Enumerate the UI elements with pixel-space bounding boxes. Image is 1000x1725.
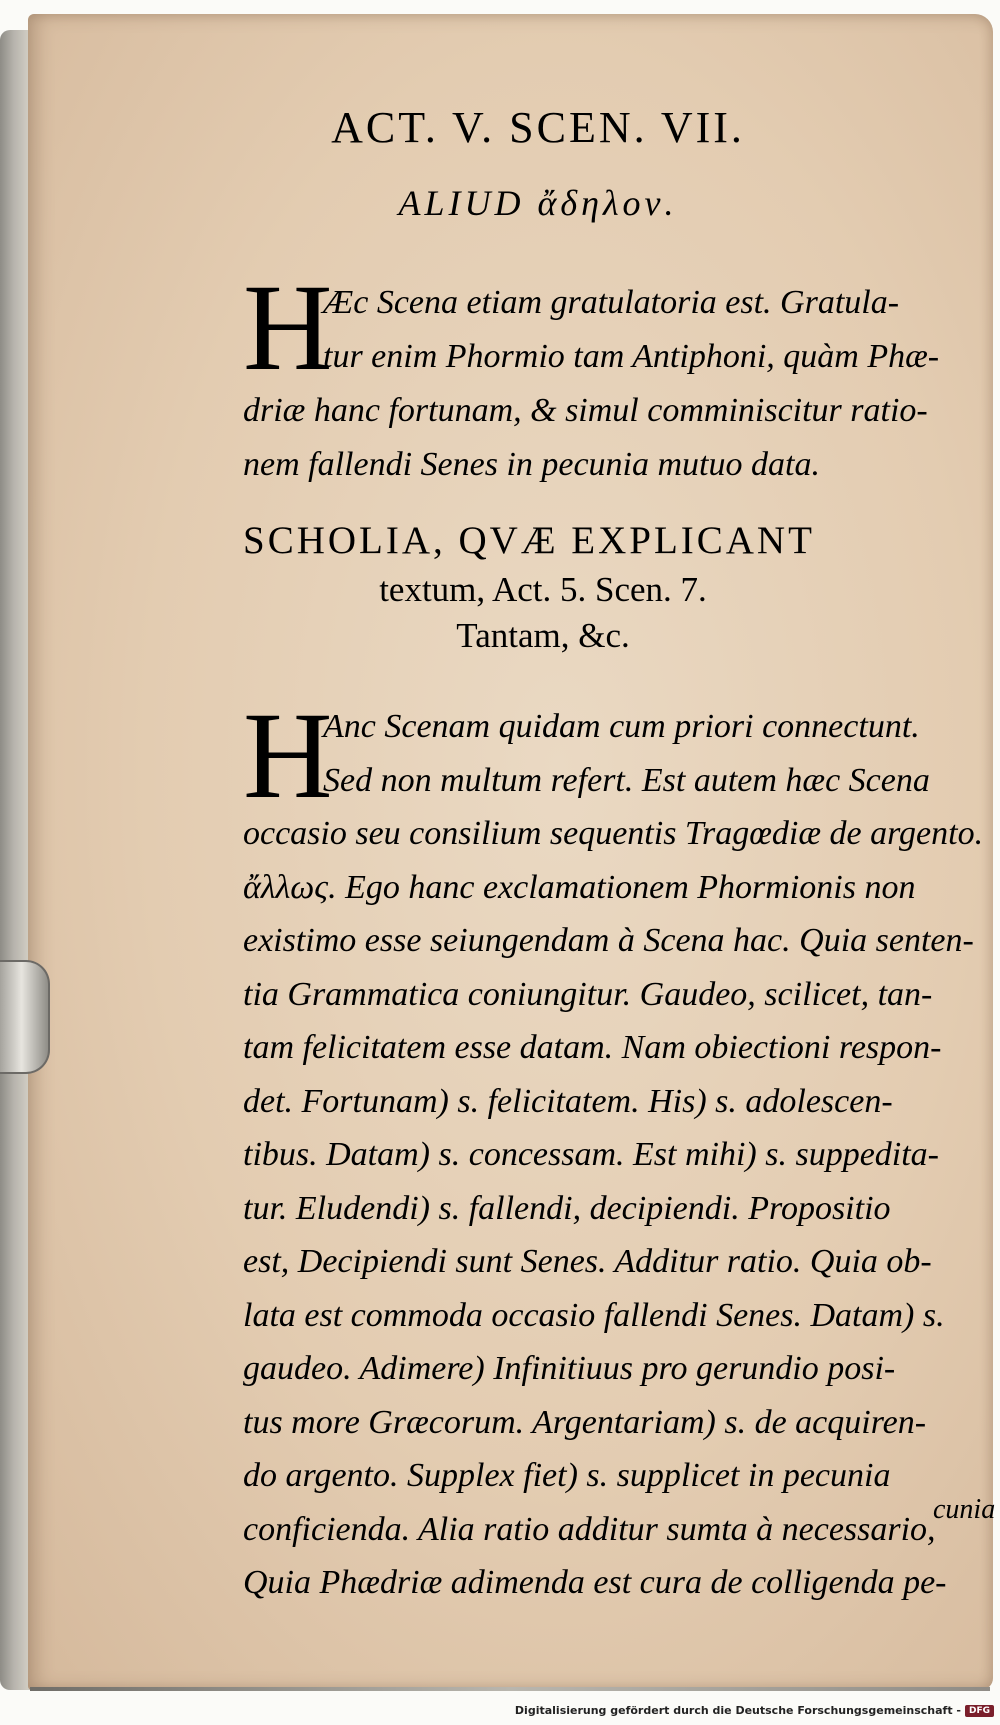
text-line: Æc Scena etiam gratulatoria est. Gratula- xyxy=(323,284,900,321)
text-line: tia Grammatica coniungitur. Gaudeo, scilicet, tan- xyxy=(243,975,933,1013)
text-line: Anc Scenam quidam cum priori connectunt. xyxy=(323,708,920,745)
text-line: tus more Græcorum. Argentariam) s. de acquiren- xyxy=(243,1403,927,1441)
catchword: cunia xyxy=(933,1494,996,1525)
digitization-credit xyxy=(515,1704,994,1717)
paragraph-argument xyxy=(243,259,993,492)
credit-text: Digitalisierung gefördert durch die Deutsche Forschungsgemeinschaft - xyxy=(514,1704,961,1717)
drop-capital-2: H xyxy=(243,687,333,824)
text-line: conficienda. Alia ratio additur sumta à necessario, xyxy=(243,1510,936,1548)
text-line: lata est commoda occasio fallendi Senes. Datam) s. xyxy=(243,1296,945,1334)
dfg-logo-badge: DFG xyxy=(965,1705,994,1717)
text-line: occasio seu consilium sequentis Tragœdiæ de argento. xyxy=(243,815,984,852)
scholia-lemma: Tantam, &c. xyxy=(456,616,630,655)
text-line: tur. Eludendi) s. fallendi, decipiendi. Propositio xyxy=(243,1189,891,1227)
drop-capital-1: H xyxy=(243,259,333,396)
text-line: Quia Phædriæ adimenda est cura de colligenda pe- xyxy=(243,1564,947,1601)
text-line: driæ hanc fortunam, & simul comminiscitur ratio- xyxy=(243,392,928,429)
text-line: det. Fortunam) s. felicitatem. His) s. adolescen- xyxy=(243,1082,893,1120)
paragraph-scholia xyxy=(243,687,996,1610)
text-line: nem fallendi Senes in pecunia mutuo data. xyxy=(243,446,820,483)
text-line: tibus. Datam) s. concessam. Est mihi) s. suppedita- xyxy=(243,1136,940,1173)
text-line: ἄλλως. Ego hanc exclamationem Phormionis non xyxy=(243,868,916,906)
text-line: Sed non multum refert. Est autem hæc Scena xyxy=(323,761,930,799)
scholia-subheading: textum, Act. 5. Scen. 7. xyxy=(379,570,707,609)
text-line: est, Decipiendi sunt Senes. Additur ratio. Quia ob- xyxy=(243,1243,932,1280)
running-head: ACT. V. SCEN. VII. xyxy=(331,103,745,152)
text-line: tam felicitatem esse datam. Nam obiectioni respon- xyxy=(243,1029,942,1066)
text-line: existimo esse seiungendam à Scena hac. Quia senten- xyxy=(243,922,974,959)
page-clip xyxy=(0,960,50,1074)
scholia-heading: SCHOLIA, QVÆ EXPLICANT xyxy=(243,519,815,562)
section-subhead: ALIUD ἄδηλον. xyxy=(398,183,678,223)
book-page xyxy=(28,14,996,1690)
text-line: tur enim Phormio tam Antiphoni, quàm Phæ- xyxy=(323,338,940,375)
text-line: do argento. Supplex fiet) s. supplicet in pecunia xyxy=(243,1457,891,1494)
page-bottom-edge xyxy=(30,1687,990,1691)
text-line: gaudeo. Adimere) Infinitiuus pro gerundio posi- xyxy=(243,1350,896,1387)
